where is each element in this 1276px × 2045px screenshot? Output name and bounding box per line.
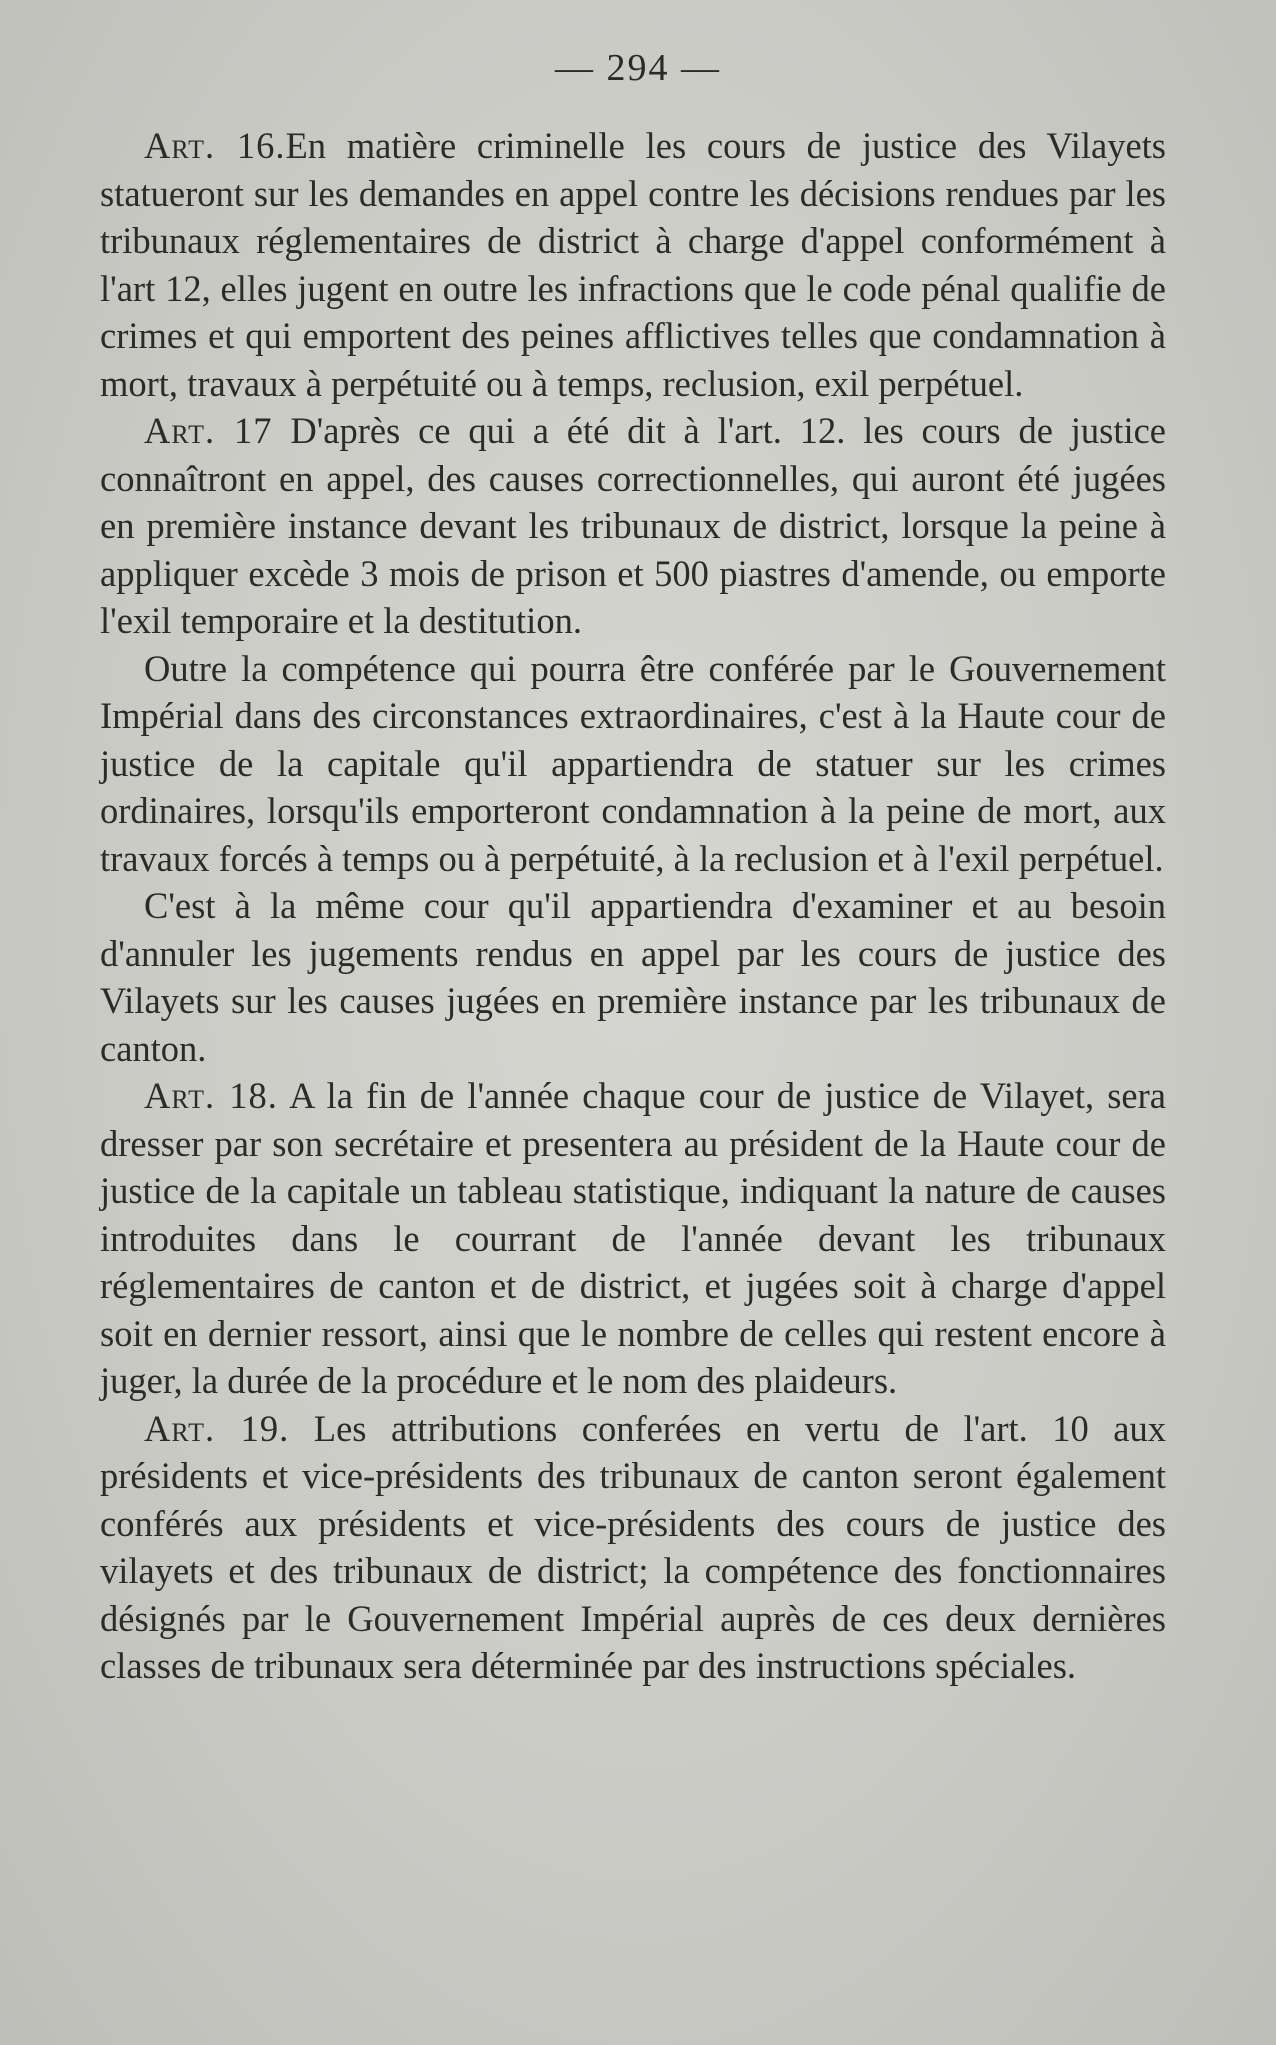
paragraph-text: Outre la compétence qui pourra être conférée par le Gouvernement Impérial dans des circonstances extraordinaires, c'est à la Haute cour de justice de la capitale qu'il appartiendra de statuer sur les crimes ordinaires, lorsqu'ils emporteront condamnation à la peine de mort, aux travaux forcés à temps ou à perpétuité, à la reclusion et à l'exil perpétuel. [100,647,1166,879]
page-number: — 294 — [555,47,721,89]
paragraph-text: En matière criminelle les cours de justice des Vilayets statueront sur les demandes en appel contre les décisions rendues par les tribunaux réglementaires de district à charge d'appel conformément à l'art 12, elles jugent en outre les infractions que le code pénal qualifie de crimes et qui emportent des peines afflictives telles que condamnation à mort, travaux à perpétuité ou à temps, reclusion, exil perpétuel. [100,125,1166,404]
competence-paragraph [100,645,1166,883]
article-16-paragraph [100,122,1166,407]
paragraph-text: C'est à la même cour qu'il appartiendra d'examiner et au besoin d'annuler les jugements rendus en appel par les cours de justice des Vilayets sur les causes jugées en première instance par les tribunaux de canton. [100,885,1166,1069]
article-18-paragraph [100,1072,1166,1405]
annulment-paragraph [100,882,1166,1072]
article-17-paragraph [100,407,1166,645]
page-body [100,122,1166,1690]
paragraph-text: A la fin de l'année chaque cour de justice de Vilayet, sera dresser par son secrétaire et presentera au président de la Haute cour de justice de la capitale un tableau statistique, indiquant la nature de causes introduites dans le courrant de l'année devant les tribunaux réglementaires de canton et de district, et jugées soit à charge d'appel soit en dernier ressort, ainsi que le nombre de celles qui restent encore à juger, la durée de la procédure et le nom des plaideurs. [100,1075,1166,1401]
article-19-paragraph [100,1405,1166,1690]
article-label: Art. 17 [144,410,273,451]
article-label: Art. 18. [144,1075,278,1116]
paragraph-text: D'après ce qui a été dit à l'art. 12. les cours de justice connaîtront en appel, des causes correctionnelles, qui auront été jugées en première instance devant les tribunaux de district, lorsque la peine à appliquer excède 3 mois de prison et 500 piastres d'amende, ou emporte l'exil temporaire et la destitution. [100,410,1166,641]
paragraph-text: Les attributions conferées en vertu de l'art. 10 aux présidents et vice-présidents des tribunaux de canton seront également conférés aux présidents et vice-présidents des cours de justice des vilayets et des tribunaux de district; la compétence des fonctionnaires désignés par le Gouvernement Impérial auprès de ces deux dernières classes de tribunaux sera déterminée par des instructions spéciales. [100,1407,1166,1686]
article-label: Art. 19. [144,1407,290,1449]
article-label: Art. 16. [144,125,286,166]
